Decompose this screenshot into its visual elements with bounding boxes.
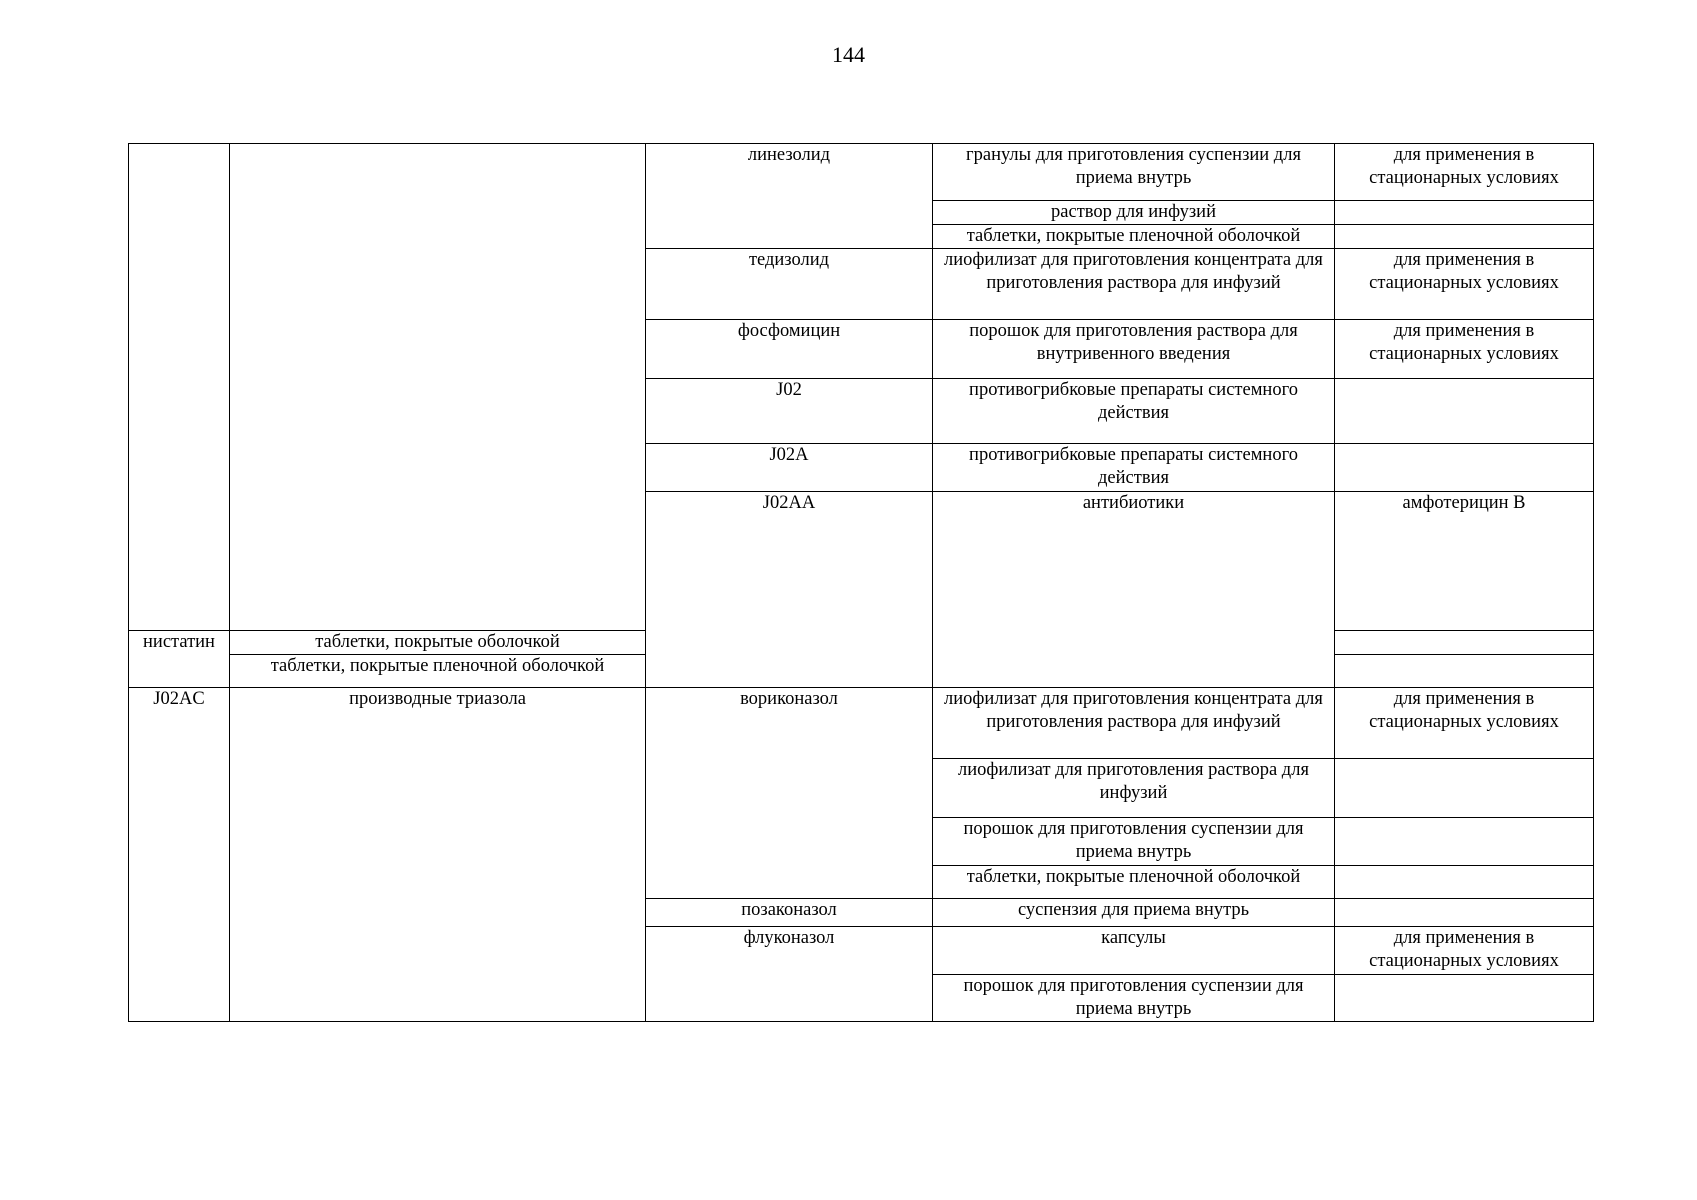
dosage-form-cell: лиофилизат для приготовления раствора для инфузий — [933, 759, 1335, 818]
drug-name-cell: фосфомицин — [646, 320, 933, 379]
dosage-form-cell: лиофилизат для приготовления концентрата для приготовления раствора для инфузий — [933, 688, 1335, 759]
drug-name-cell: тедизолид — [646, 249, 933, 320]
drug-name-cell — [1335, 444, 1594, 492]
usage-note-cell — [1335, 759, 1594, 818]
dosage-form-cell: порошок для приготовления суспензии для приема внутрь — [933, 818, 1335, 866]
drug-name-cell: флуконазол — [646, 927, 933, 1022]
usage-note-cell — [1335, 631, 1594, 655]
dosage-form-cell: таблетки, покрытые оболочкой — [230, 631, 646, 655]
drug-name-cell: нистатин — [129, 631, 230, 688]
usage-note-cell — [1335, 655, 1594, 688]
atc-code-cell: J02 — [646, 379, 933, 444]
usage-note-cell — [1335, 899, 1594, 927]
usage-note-cell: для применения в стационарных условиях — [1335, 144, 1594, 201]
atc-code-cell: J02AA — [646, 492, 933, 688]
group-name-cell — [230, 144, 646, 631]
dosage-form-cell: капсулы — [933, 927, 1335, 975]
usage-note-cell — [1335, 975, 1594, 1022]
dosage-form-cell: порошок для приготовления раствора для внутривенного введения — [933, 320, 1335, 379]
page-number: 144 — [832, 42, 865, 67]
usage-note-cell: для применения в стационарных условиях — [1335, 320, 1594, 379]
usage-note-cell: для применения в стационарных условиях — [1335, 249, 1594, 320]
drug-name-cell — [1335, 379, 1594, 444]
group-name-cell: антибиотики — [933, 492, 1335, 688]
drug-list-table — [128, 143, 1594, 1022]
dosage-form-cell: суспензия для приема внутрь — [933, 899, 1335, 927]
drug-name-cell: позаконазол — [646, 899, 933, 927]
usage-note-cell: для применения в стационарных условиях — [1335, 927, 1594, 975]
dosage-form-cell: таблетки, покрытые пленочной оболочкой — [933, 225, 1335, 249]
dosage-form-cell: таблетки, покрытые пленочной оболочкой — [230, 655, 646, 688]
table-body — [129, 144, 1594, 1022]
dosage-form-cell: порошок для приготовления суспензии для приема внутрь — [933, 975, 1335, 1022]
group-name-cell: противогрибковые препараты системного действия — [933, 379, 1335, 444]
atc-code-cell: J02A — [646, 444, 933, 492]
atc-code-cell — [129, 144, 230, 631]
dosage-form-cell: раствор для инфузий — [933, 201, 1335, 225]
usage-note-cell: для применения в стационарных условиях — [1335, 688, 1594, 759]
atc-code-cell: J02AC — [129, 688, 230, 1022]
dosage-form-cell: таблетки, покрытые пленочной оболочкой — [933, 866, 1335, 899]
table-row — [129, 688, 1594, 759]
usage-note-cell — [1335, 225, 1594, 249]
usage-note-cell — [1335, 866, 1594, 899]
group-name-cell: производные триазола — [230, 688, 646, 1022]
group-name-cell: противогрибковые препараты системного действия — [933, 444, 1335, 492]
drug-name-cell: амфотерицин B — [1335, 492, 1594, 631]
usage-note-cell — [1335, 201, 1594, 225]
drug-name-cell: линезолид — [646, 144, 933, 249]
dosage-form-cell: гранулы для приготовления суспензии для приема внутрь — [933, 144, 1335, 201]
table-row — [129, 144, 1594, 201]
drug-name-cell: вориконазол — [646, 688, 933, 899]
dosage-form-cell: лиофилизат для приготовления концентрата для приготовления раствора для инфузий — [933, 249, 1335, 320]
usage-note-cell — [1335, 818, 1594, 866]
